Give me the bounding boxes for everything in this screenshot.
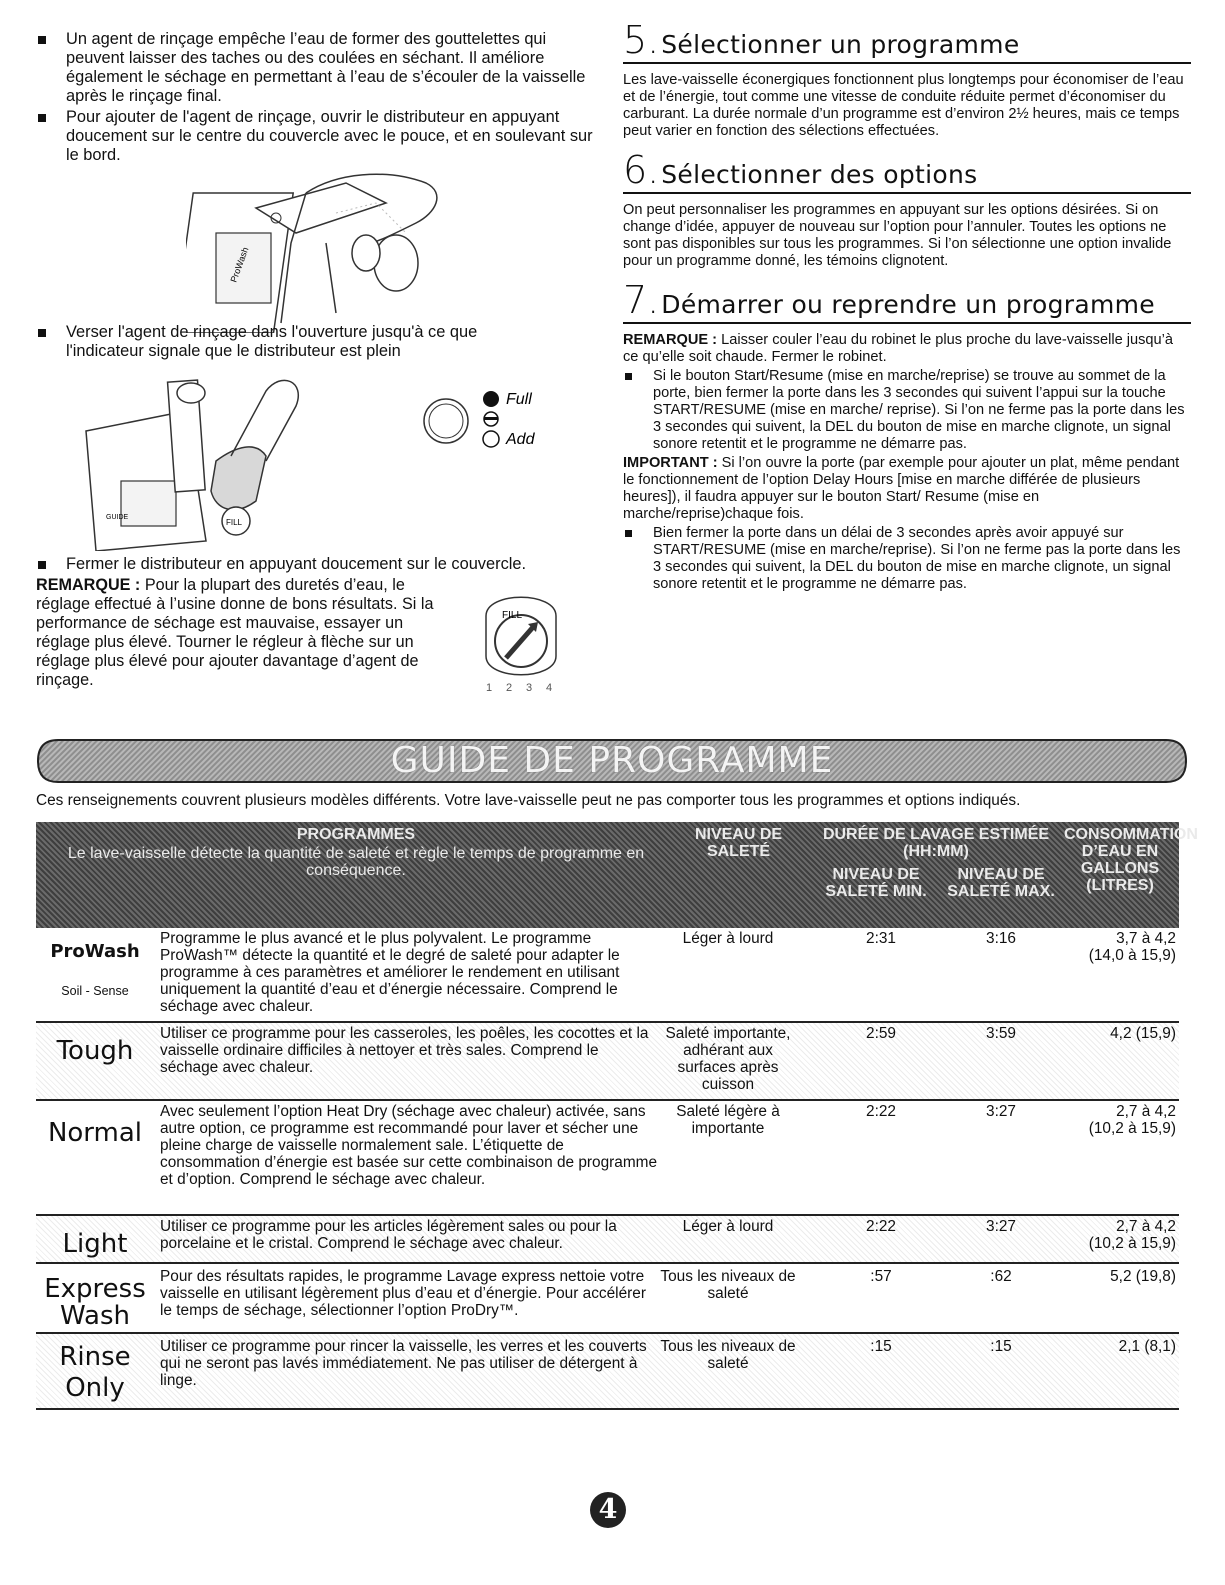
program-soil-level: Saleté importante, adhérant aux surfaces après cuisson	[665, 1025, 791, 1093]
program-max-time: :62	[990, 1268, 1012, 1285]
section-title: Sélectionner un programme	[661, 30, 1020, 59]
section-7-heading	[623, 280, 1191, 324]
program-water: 4,2 (15,9)	[1110, 1025, 1176, 1042]
section-6-body	[623, 202, 1191, 270]
indicator-add-label: Add	[506, 431, 535, 448]
indicator-window	[424, 399, 468, 443]
fill-dial-illustration	[476, 586, 566, 696]
remarque-text: Laisser couler l’eau du robinet le plus proche du lave-vaisselle jusqu’à ce qu’elle soit chaude. Fermer le robinet.	[623, 332, 1173, 365]
program-soil-level: Tous les niveaux de saleté	[660, 1338, 796, 1372]
program-name: Tough	[56, 1036, 134, 1066]
close-bullet-list	[36, 555, 596, 574]
section-7-body	[623, 332, 1191, 593]
list-item: Un agent de rinçage empêche l’eau de former des gouttelettes qui peuvent laisser des taches ou des coulées en séchant. Il améliore également le séchage en permettant à l’eau de s’écouler de la vaisselle après le rinçage final.	[36, 30, 596, 106]
remarque-text: Pour la plupart des duretés d’eau, le réglage effectué à l’usine donne de bons résultats. Si la performance de séchage est mauvaise, essayer un réglage plus élevé. Tourner le régleur à flèche sur un réglage plus élevé pour ajouter davantage d’agent de rinçage.	[36, 576, 434, 689]
program-description: Utiliser ce programme pour rincer la vaisselle, les verres et les couverts qui ne seront pas lavés immédiatement. Ne pas utiliser de détergent à linge.	[160, 1338, 647, 1389]
program-description: Utiliser ce programme pour les articles légèrement sales ou pour la porcelaine et le cristal. Comprend le séchage avec chaleur.	[160, 1218, 617, 1252]
list-item: Fermer le distributeur en appuyant doucement sur le couvercle.	[36, 555, 596, 574]
program-max-time: 3:16	[986, 930, 1016, 947]
pour-bullet-list	[36, 323, 536, 361]
banner-title: GUIDE DE PROGRAMME	[390, 740, 834, 781]
table-row	[36, 1101, 1179, 1216]
program-water: 2,7 à 4,2 (10,2 à 15,9)	[1088, 1218, 1176, 1252]
program-soil-level: Saleté légère à importante	[676, 1103, 780, 1137]
header-min: NIVEAU DE SALETÉ MIN.	[825, 866, 927, 900]
program-max-time: 3:59	[986, 1025, 1016, 1042]
table-header	[36, 822, 1198, 928]
dispenser-fill-illustration	[66, 371, 546, 551]
table-row	[36, 1264, 1179, 1334]
table-row	[36, 1216, 1179, 1264]
list-item: Bien fermer la porte dans un délai de 3 secondes après avoir appuyé sur START/RESUME (mise en marche/reprise). Si l’on ne ferme pas la porte dans les 3 secondes qui suivent, la DEL du bouton de mise en marche clignote, un signal sonore retentit et le programme ne démarre pas.	[623, 525, 1191, 593]
program-water: 3,7 à 4,2 (14,0 à 15,9)	[1088, 930, 1176, 964]
section-number: 5.	[623, 18, 660, 62]
section-number: 6.	[623, 148, 660, 192]
important-paragraph	[623, 455, 1191, 523]
program-water: 5,2 (19,8)	[1110, 1268, 1176, 1285]
dial-label: FILL	[502, 610, 523, 621]
table-row	[36, 928, 1179, 1023]
important-label: IMPORTANT :	[623, 455, 718, 471]
section-number: 7.	[623, 278, 660, 322]
program-max-time: 3:27	[986, 1218, 1016, 1235]
paragraph: On peut personnaliser les programmes en appuyant sur les options désirées. Si on change d’idée, appuyer de nouveau sur l’option pour l’annuler. Toutes les options ne sont pas disponibles sur tous les programmes. Si l’on sélectionne une option invalide pour un programme donné, les témoins clignotent.	[623, 202, 1172, 269]
dispenser-label: ProWash	[228, 245, 251, 284]
program-name: ProWash	[50, 941, 140, 962]
program-min-time: :15	[870, 1338, 892, 1355]
list-item: Si le bouton Start/Resume (mise en marche/reprise) se trouve au sommet de la porte, bien fermer la porte dans les 3 secondes qui suivent l’appui sur la touche START/RESUME (mise en marche/ reprise). Si l’on ne ferme pas la porte dans les 3 secondes qui suivent, la DEL du bouton de mise en marche clignote, un signal sonore retentit et le programme ne démarre pas.	[623, 368, 1191, 453]
program-min-time: 2:59	[866, 1025, 896, 1042]
list-item: Verser l'agent de rinçage dans l'ouverture jusqu'à ce que l'indicateur signale que le distributeur est plein	[36, 323, 536, 361]
rinse-agent-bullets	[36, 30, 596, 165]
header-conso: CONSOMMATION D’EAU EN GALLONS (LITRES)	[1064, 826, 1198, 894]
indicator-full-dot	[483, 391, 499, 407]
list-item: Pour ajouter de l'agent de rinçage, ouvrir le distributeur en appuyant doucement sur le centre du couvercle avec le pouce, et en soulevant sur le bord.	[36, 108, 596, 165]
paragraph: Les lave-vaisselle éconergiques fonctionnent plus longtemps pour économiser de l’eau et de l’énergie, tout comme une vitesse de conduite réduite permet d’économiser du carburant. La durée normale d’un programme est d’environ 2½ heures, mais ce temps peut varier en fonction des sélections effectuées.	[623, 72, 1184, 139]
guide-label: GUIDE	[106, 514, 129, 521]
header-programmes: PROGRAMMES	[296, 826, 416, 843]
program-description: Utiliser ce programme pour les casseroles, les poêles, les cocottes et la vaisselle ordinaire difficiles à nettoyer et très sales. Comprend le séchage avec chaleur.	[160, 1025, 649, 1076]
guide-intro: Ces renseignements couvrent plusieurs modèles différents. Votre lave-vaisselle peut ne pas comporter tous les programmes et options indiqués.	[36, 792, 1021, 809]
program-water: 2,7 à 4,2 (10,2 à 15,9)	[1088, 1103, 1176, 1137]
program-min-time: 2:22	[866, 1103, 896, 1120]
program-max-time: :15	[990, 1338, 1012, 1355]
section-6-heading	[623, 150, 1191, 194]
program-name: Express Wash	[44, 1274, 146, 1331]
header-niveau: NIVEAU DE SALETÉ	[694, 826, 783, 860]
remarque-label: REMARQUE :	[623, 332, 718, 348]
remarque-paragraph	[36, 576, 456, 690]
program-min-time: :57	[870, 1268, 892, 1285]
program-soil-level: Tous les niveaux de saleté	[660, 1268, 796, 1302]
program-name: Light	[62, 1229, 128, 1259]
program-name: Normal	[47, 1118, 143, 1148]
program-min-time: 2:31	[866, 930, 896, 947]
dispenser-open-illustration	[186, 173, 486, 333]
program-description: Avec seulement l’option Heat Dry (séchage avec chaleur) activée, sans autre option, ce programme est recommandé pour laver et sécher une pleine charge de vaisselle normalement sale. L’étiquette de consommation d’énergie est basée sur cette combinaison de programme et d’option. Comprend le séchage avec chaleur.	[160, 1103, 658, 1188]
close-door-bullet-list	[623, 525, 1191, 593]
dial-number: 4	[546, 682, 553, 694]
table-row	[36, 1334, 1179, 1410]
program-soil-level: Léger à lourd	[682, 930, 774, 947]
page-number: 4	[590, 1492, 626, 1528]
dial-number: 2	[506, 682, 513, 694]
header-duree: DURÉE DE LAVAGE ESTIMÉE (HH:MM)	[822, 826, 1050, 860]
section-title: Démarrer ou reprendre un programme	[661, 290, 1155, 319]
program-max-time: 3:27	[986, 1103, 1016, 1120]
dial-number: 1	[486, 682, 493, 694]
start-bullet-list	[623, 368, 1191, 453]
left-column	[36, 30, 596, 694]
header-max: NIVEAU DE SALETÉ MAX.	[947, 866, 1055, 900]
section-5-body	[623, 72, 1191, 140]
program-soil-level: Léger à lourd	[682, 1218, 774, 1235]
section-title: Sélectionner des options	[661, 160, 978, 189]
program-description: Pour des résultats rapides, le programme Lavage express nettoie votre vaisselle en utilisant légèrement plus d’eau et d’énergie. Pour accélérer le temps de séchage, sélectionner l’option ProDry™.	[160, 1268, 646, 1319]
dial-number: 3	[526, 682, 533, 694]
program-description: Programme le plus avancé et le plus polyvalent. Le programme ProWash™ détecte la quantité et le degré de saleté pour adapter le programme à ces paramètres et améliorer le rendement en utilisant uniquement la quantité d’eau et d’énergie nécessaire. Comprend le séchage avec chaleur.	[160, 930, 620, 1015]
program-water: 2,1 (8,1)	[1118, 1338, 1176, 1355]
program-name: Rinse Only	[59, 1342, 131, 1403]
section-5-heading	[623, 20, 1191, 64]
header-programmes-sub: Le lave-vaisselle détecte la quantité de saleté et règle le temps de programme en conséquence.	[67, 845, 645, 879]
right-column	[623, 20, 1191, 603]
program-min-time: 2:22	[866, 1218, 896, 1235]
table-row	[36, 1023, 1179, 1101]
important-text: Si l’on ouvre la porte (par exemple pour ajouter un plat, même pendant le fonctionnement de l’option Delay Hours [mise en marche différée de plusieurs heures]), il faudra appuyer sur le bouton Start/ Resume (mise en marche/reprise)chaque fois.	[623, 455, 1180, 522]
indicator-full-label: Full	[506, 391, 532, 408]
dial-label-small: FILL	[226, 518, 243, 527]
remarque-paragraph	[623, 332, 1191, 366]
program-guide-banner	[36, 738, 1188, 784]
program-subtitle: Soil - Sense	[61, 984, 129, 998]
indicator-add-dot	[483, 431, 499, 447]
remarque-label: REMARQUE :	[36, 576, 141, 594]
